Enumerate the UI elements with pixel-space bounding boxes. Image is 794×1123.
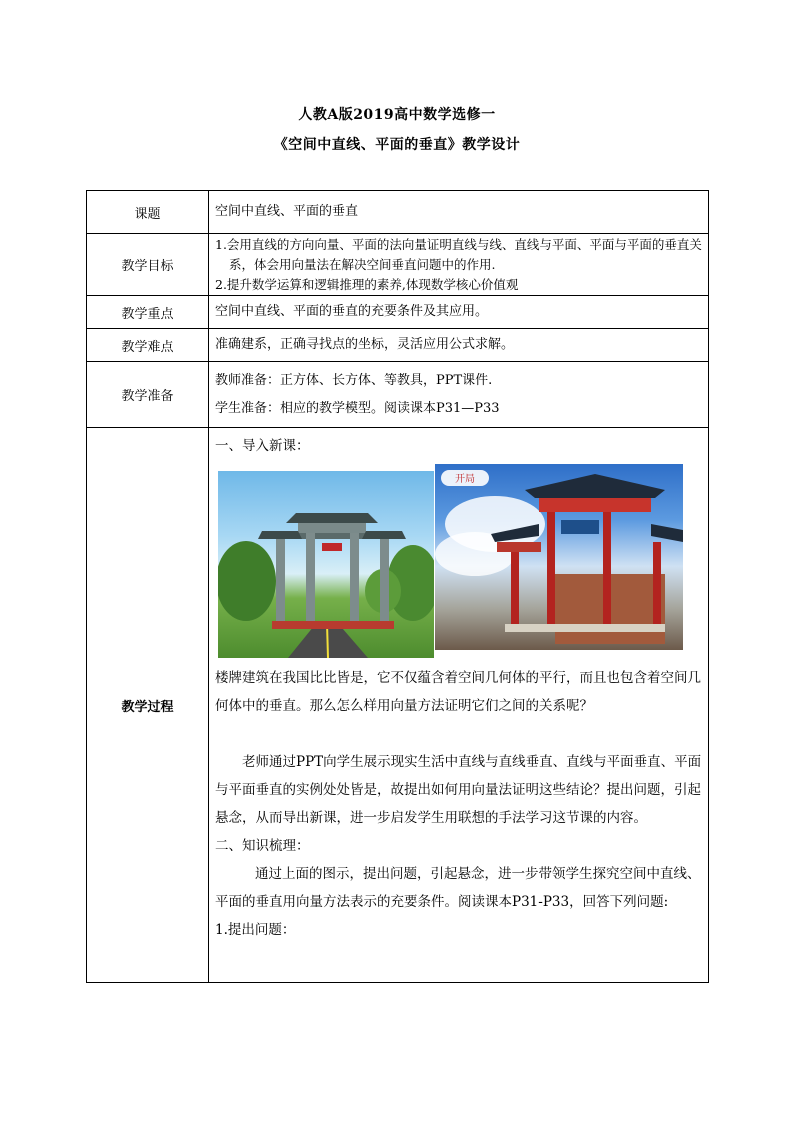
photo-badge-text: 开局 xyxy=(455,474,475,485)
label-goals: 教学目标 xyxy=(87,234,209,296)
prep-student: 学生准备：相应的教学模型。阅读课本P31—P33 xyxy=(215,400,500,416)
value-process xyxy=(209,428,709,983)
document-title-line1: 人教A版2019高中数学选修一 xyxy=(298,107,496,123)
label-difficulty: 教学难点 xyxy=(87,329,209,362)
value-difficulty: 准确建系，正确寻找点的坐标，灵活应用公式求解。 xyxy=(209,329,709,362)
row-process xyxy=(87,428,709,983)
paragraph-explore: 通过上面的图示，提出问题，引起悬念，进一步带领学生探究空间中直线、平面的垂直用向量方法表示的充要条件。阅读课本P31-P33，回答下列问题: xyxy=(215,866,701,910)
goal-item-1: 1.会用直线的方向向量、平面的法向量证明直线与线、直线与平面、平面与平面的垂直关系，体会用向量法在解决空间垂直问题中的作用. xyxy=(215,236,702,272)
item-raise-question: 1.提出问题： xyxy=(215,922,296,938)
value-key: 空间中直线、平面的垂直的充要条件及其应用。 xyxy=(209,296,709,329)
label-key: 教学重点 xyxy=(87,296,209,329)
document-title-line2: 《空间中直线、平面的垂直》教学设计 xyxy=(273,137,521,153)
paragraph-intro: 楼牌建筑在我国比比皆是，它不仅蕴含着空间几何体的平行，而且也包含着空间几何体中的垂直。那么怎么样用向量方法证明它们之间的关系呢？ xyxy=(215,670,701,714)
label-topic: 课题 xyxy=(87,191,209,234)
section-intro-heading: 一、导入新课： xyxy=(215,438,310,454)
blank-line xyxy=(215,720,702,748)
value-topic: 空间中直线、平面的垂直 xyxy=(209,191,709,234)
paragraph-teacher-ppt: 老师通过PPT向学生展示现实生活中直线与直线垂直、直线与平面垂直、平面与平面垂直的实例处处皆是，故提出如何用向量法证明这些结论？提出问题，引起悬念，从而导出新课，进一步启发学生用联想的手法学习这节课的内容。 xyxy=(215,754,702,826)
value-prep xyxy=(209,362,709,428)
row-prep xyxy=(87,362,709,428)
section-knowledge-heading: 二、知识梳理： xyxy=(215,838,310,854)
paifang-photo-stone-gate xyxy=(218,471,434,658)
label-process: 教学过程 xyxy=(87,428,209,983)
label-prep: 教学准备 xyxy=(87,362,209,428)
row-difficulty xyxy=(87,329,709,362)
row-goals xyxy=(87,234,709,296)
goal-item-2: 2.提升数学运算和逻辑推理的素养,体现数学核心价值观 xyxy=(215,276,519,292)
prep-teacher: 教师准备：正方体、长方体、等教具，PPT课件. xyxy=(215,372,493,388)
lesson-plan-table xyxy=(86,190,709,983)
value-goals xyxy=(209,234,709,296)
row-key xyxy=(87,296,709,329)
photo-pair xyxy=(217,464,702,658)
row-topic xyxy=(87,191,709,234)
paifang-photo-painted-arch xyxy=(435,464,683,650)
